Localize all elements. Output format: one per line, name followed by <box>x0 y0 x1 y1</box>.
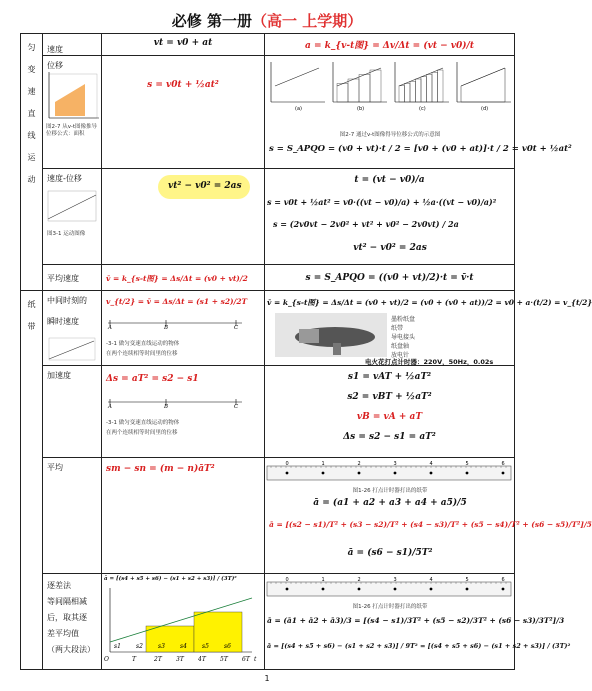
s-label: s4 <box>180 643 187 650</box>
formula-displacement: s = v0t + ½at² <box>147 80 219 90</box>
tape-dot <box>430 472 433 475</box>
point-label: C <box>234 404 239 410</box>
row-avg-vel <box>21 265 515 291</box>
tape-number: 4 <box>429 577 433 583</box>
formula-delta-s-result: Δs = s2 − s1 = aT² <box>343 432 436 442</box>
diff-label-line: 后，取其逐 <box>47 613 87 622</box>
category-char: 动 <box>27 175 36 184</box>
axis-label: 2T <box>154 656 162 663</box>
accel-segment <box>106 396 246 408</box>
title-term: （高一 上学期） <box>252 12 363 30</box>
category-char: 运 <box>27 153 36 162</box>
accel-cap-2: 在两个连续相等时间里的位移 <box>106 430 178 436</box>
diff-label-line: （两大段法） <box>47 645 95 654</box>
category-tape <box>21 291 43 670</box>
point-label: A <box>108 325 112 331</box>
tape-dot <box>286 472 289 475</box>
formula-avg-diff: ā = [(s2 − s1)/T² + (s3 − s2)/T² + (s4 − s3)/T² + (s5 − s4)/T² + (s6 − s5)/T²]/5 <box>269 520 592 529</box>
row-diff <box>21 574 515 670</box>
step-bar <box>427 75 433 103</box>
tape-number: 6 <box>501 577 505 583</box>
axis-label: 5T <box>220 656 228 663</box>
s-label: s1 <box>114 643 121 650</box>
formula-midtime-derivation: v̄ = k_{s-t图} = Δs/Δt = (v0 + vt)/2 = (v0 + (v0 + at))/2 = v0 + a·(t/2) = v_{t/2} <box>267 298 592 307</box>
diff-label-line: 差平均值 <box>47 629 79 638</box>
tape-number: 2 <box>357 577 361 583</box>
category-char: 线 <box>27 131 36 140</box>
tape-strip-1 <box>265 460 513 486</box>
row-velocity <box>21 34 515 56</box>
formula-accel-slope: a = k_{v-t图} = Δv/Δt = (vt − v0)/t <box>305 41 474 51</box>
tape-dot <box>322 588 325 591</box>
panel-label: (d) <box>481 106 489 112</box>
tape-number: 3 <box>393 461 397 467</box>
diff-label-line: 等间隔相减 <box>47 597 87 606</box>
step-bar <box>432 72 438 102</box>
diff-labels <box>43 574 101 658</box>
label-displacement: 位移 <box>47 61 63 70</box>
s-label: s5 <box>202 643 209 650</box>
tape-dot <box>430 588 433 591</box>
tape-dot <box>502 472 505 475</box>
formula-avg-a: ā = (a1 + a2 + a3 + a4 + a5)/5 <box>313 498 467 508</box>
step-bar <box>438 70 444 102</box>
tape-strip-2 <box>265 576 513 602</box>
axis-label: 3T <box>176 656 184 663</box>
timer-note: 电火花打点计时器：220V，50Hz，0.02s <box>365 358 494 366</box>
category-char: 纸 <box>27 300 36 309</box>
tape-dot <box>358 472 361 475</box>
spark-timer-image <box>275 313 387 357</box>
tape-number: 1 <box>321 577 325 583</box>
formula-midtime: v_{t/2} = v̄ = Δs/Δt = (s1 + s2)/2T <box>106 297 248 306</box>
formula-diff-small: ā = [(s4 + s5 + s6) − (s1 + s2 + s3)] / (3T)² <box>104 576 237 582</box>
formula-delta-s: Δs = aT² = s2 − s1 <box>106 374 199 384</box>
label-velocity: 速度 <box>43 34 102 56</box>
tape-number: 0 <box>285 461 289 467</box>
axis-label: 6T <box>242 656 250 663</box>
tape-dot <box>286 588 289 591</box>
category-char: 变 <box>27 65 36 74</box>
label-accel: 加速度 <box>47 371 71 380</box>
row-displacement <box>21 56 515 169</box>
step-bar <box>421 77 427 102</box>
vt-line <box>275 68 319 86</box>
step-bar <box>416 79 422 102</box>
device-label: 放电针 <box>391 352 410 359</box>
point-label: A <box>108 404 112 410</box>
formula-substituted: s = v0t + ½at² = v0·((vt − v0)/a) + ½a·((vt − v0)/a)² <box>267 197 497 207</box>
device-label: 墨粉纸盘 <box>391 316 416 323</box>
tape-caption-2: 图1-26 打点计时器打出的纸带 <box>352 604 428 610</box>
instant-cap-2: 在两个连续相等时间里的位移 <box>106 351 178 357</box>
step-bar <box>405 84 411 103</box>
tape-body <box>267 582 511 596</box>
formula-vb: vB = vA + aT <box>356 412 423 422</box>
device-label: 导电接头 <box>391 334 416 341</box>
formula-result: vt² − v0² = 2as <box>353 243 427 253</box>
tape-number: 1 <box>321 461 325 467</box>
step-bar <box>359 75 370 103</box>
tape-number: 6 <box>501 461 505 467</box>
formula-area: s = S_APQO = (v0 + vt)·t / 2 = [v0 + (v0 + at)]·t / 2 = v0t + ½at² <box>269 144 572 154</box>
panel-label: (c) <box>419 106 426 112</box>
step-bar <box>399 86 405 102</box>
panel-label: (a) <box>295 106 302 112</box>
point-label: B <box>164 404 169 410</box>
tape-number: 0 <box>285 577 289 583</box>
formula-velocity: vt = v0 + at <box>153 38 213 48</box>
tape-number: 4 <box>429 461 433 467</box>
axis-label: 4T <box>198 656 206 663</box>
motion-graph <box>46 189 100 227</box>
panel-label: (b) <box>357 106 365 112</box>
step-bar <box>410 81 416 102</box>
formula-avg-vel: v̄ = k_{s-t图} = Δs/Δt = (v0 + vt)/2 <box>106 274 248 283</box>
vt-area-graph <box>45 72 101 122</box>
tape-number: 2 <box>357 461 361 467</box>
s-label: s6 <box>224 643 231 650</box>
category-uniform <box>21 34 43 291</box>
tape-body <box>267 466 511 480</box>
tape-dot <box>394 588 397 591</box>
s-label: s3 <box>158 643 165 650</box>
tape-dot <box>358 588 361 591</box>
side-caption: 图2-7 从v-t图像推导位移公式：面积 <box>46 124 97 137</box>
instant-cap-1: -3-1 做匀变速直线运动的物体 <box>106 341 180 347</box>
axis-label: t <box>254 656 257 663</box>
panels-caption: 图2-7 通过v-t图像得导位移公式的示意图 <box>339 132 441 138</box>
tape-caption-1: 图1-26 打点计时器打出的纸带 <box>352 488 428 494</box>
formula-table <box>20 33 592 670</box>
formula-sm-sn: sm − sn = (m − n)āT² <box>106 464 215 474</box>
row-accel <box>21 366 515 458</box>
vt-diff-graph <box>102 586 262 666</box>
label-instant-2: 瞬时速度 <box>47 317 79 326</box>
row-instant <box>21 291 515 366</box>
row-vel-disp <box>21 169 515 265</box>
category-char: 匀 <box>27 43 36 52</box>
device-labels <box>391 315 415 360</box>
tape-number: 5 <box>465 577 469 583</box>
formula-diff-result: ā = [(s4 + s5 + s6) − (s1 + s2 + s3)] / 9T² = [(s4 + s5 + s6) − (s1 + s2 + s3)] / (3T)² <box>267 642 571 650</box>
category-char: 速 <box>27 87 36 96</box>
formula-diff-avg: ā = (ā1 + ā2 + ā3)/3 = [(s4 − s1)/3T² + (s5 − s2)/3T² + (s6 − s3)/3T²]/3 <box>267 616 565 625</box>
formula-s2: s2 = vBT + ½aT² <box>347 392 432 402</box>
tape-number: 3 <box>393 577 397 583</box>
category-char: 直 <box>27 109 36 118</box>
step-bar <box>370 70 381 102</box>
tape-dot <box>394 472 397 475</box>
point-label: C <box>234 325 239 331</box>
vt-panels <box>265 58 513 110</box>
label-average: 平均 <box>47 463 63 472</box>
label-vel-disp: 速度-位移 <box>47 174 82 183</box>
formula-vel-disp: vt² − v0² = 2as <box>168 181 242 191</box>
label-avg-vel: 平均速度 <box>47 274 79 283</box>
device-label: 纸盘轴 <box>391 343 410 350</box>
page-title <box>0 10 534 31</box>
row-average <box>21 458 515 574</box>
tape-number: 5 <box>465 461 469 467</box>
formula-s1: s1 = vAT + ½aT² <box>347 372 432 382</box>
instant-graph <box>48 337 98 361</box>
step-bar <box>348 79 359 102</box>
tape-dot <box>502 588 505 591</box>
axis-label: O <box>104 656 109 663</box>
axis-label: T <box>132 656 137 663</box>
formula-expanded: s = (2v0vt − 2v0² + vt² + v0² − 2v0vt) / 2a <box>273 219 459 229</box>
device-label: 纸带 <box>391 325 404 332</box>
title-main: 必修 第一册 <box>171 12 252 30</box>
formula-time: t = (vt − v0)/a <box>354 175 425 185</box>
category-char: 带 <box>27 322 36 331</box>
formula-avg-area: s = S_APQO = ((v0 + vt)/2)·t = v̄·t <box>305 273 474 283</box>
step-bar <box>337 84 348 103</box>
instant-segment <box>106 317 246 329</box>
tape-dot <box>466 472 469 475</box>
label-instant-1: 中间时刻的 <box>47 296 87 305</box>
accel-cap-1: -3-1 做匀变速直线运动的物体 <box>106 420 180 426</box>
diff-label-line: 逐差法 <box>47 581 71 590</box>
vel-disp-fig-caption: 图3-1 运动图像 <box>47 231 86 237</box>
trapezoid <box>461 68 505 102</box>
s-label: s2 <box>136 643 143 650</box>
tape-dot <box>322 472 325 475</box>
formula-avg-result: ā = (s6 − s1)/5T² <box>347 548 433 558</box>
page-number: 1 <box>264 674 270 683</box>
tape-dot <box>466 588 469 591</box>
point-label: B <box>164 325 169 331</box>
vt-line <box>461 68 505 86</box>
